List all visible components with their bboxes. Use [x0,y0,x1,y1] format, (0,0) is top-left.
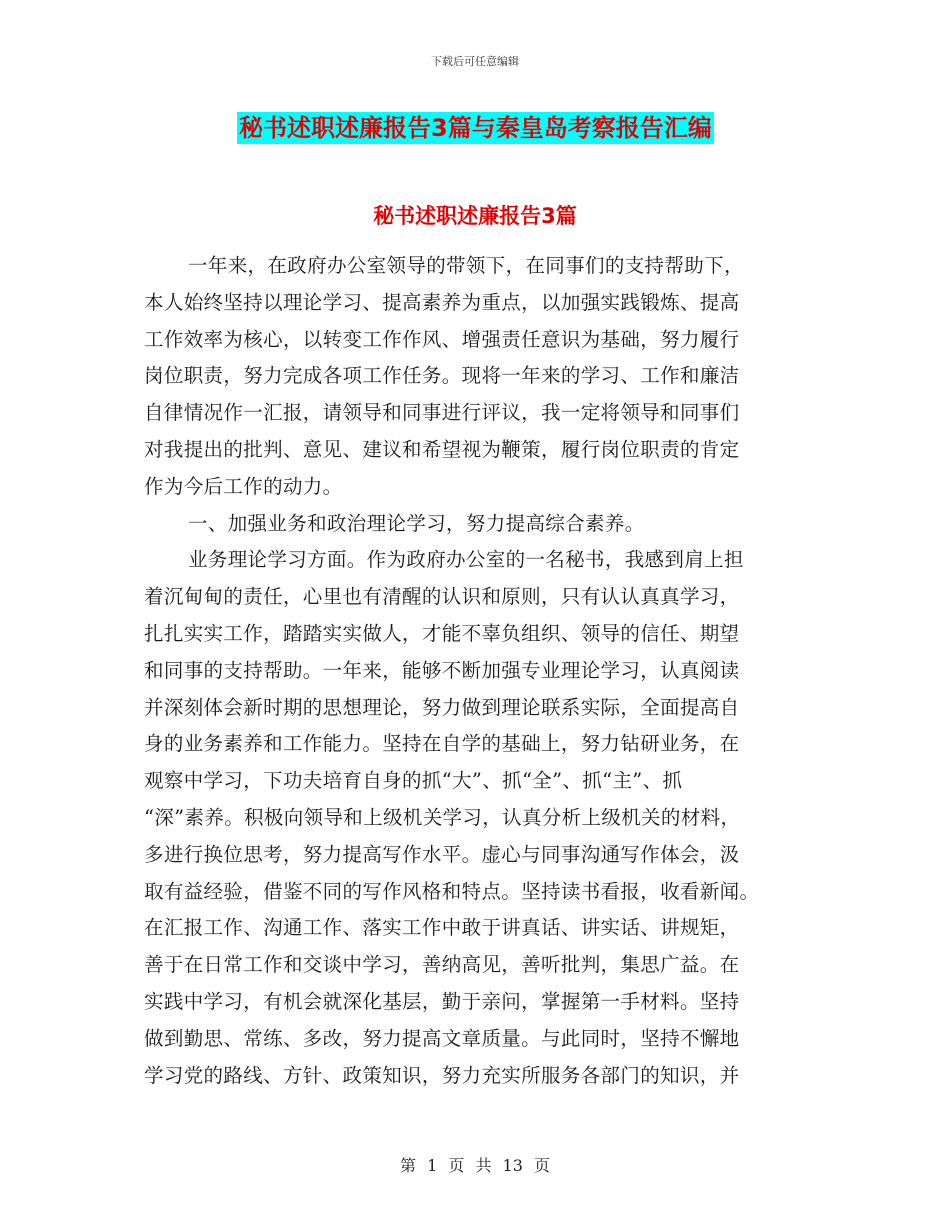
paragraph-line: 扎扎实实工作，踏踏实实做人，才能不辜负组织、领导的信任、期望 [144,621,740,645]
paragraph-line: 作为今后工作的动力。 [144,474,343,498]
paragraph-line: 并深刻体会新时期的思想理论，努力做到理论联系实际，全面提高自 [144,695,740,719]
paragraph-line: 对我提出的批判、意见、建议和希望视为鞭策，履行岗位职责的肯定 [144,437,740,461]
paragraph-line: 业务理论学习方面。作为政府办公室的一名秘书，我感到肩上担 [188,548,744,572]
paragraph-line: 多进行换位思考，努力提高写作水平。虚心与同事沟通写作体会，汲 [144,842,740,866]
paragraph-line: 做到勤思、常练、多改，努力提高文章质量。与此同时，坚持不懈地 [144,1026,740,1050]
paragraph-line: 自律情况作一汇报，请领导和同事进行评议，我一定将领导和同事们 [144,401,740,425]
paragraph-line: 一年来，在政府办公室领导的带领下，在同事们的支持帮助下， [188,254,744,277]
paragraph-line: 善于在日常工作和交谈中学习，善纳高见，善听批判，集思广益。在 [144,953,740,977]
page-footer: 第 1 页 共 13 页 [400,1156,550,1175]
paragraph-line: 工作效率为核心，以转变工作作风、增强责任意识为基础，努力履行 [144,327,740,351]
paragraph-line: 身的业务素养和工作能力。坚持在自学的基础上，努力钻研业务，在 [144,732,740,756]
paragraph-line: 本人始终坚持以理论学习、提高素养为重点，以加强实践锻炼、提高 [144,290,740,314]
paragraph-line: 观察中学习，下功夫培育自身的抓“大”、抓“全”、抓“主”、抓 [144,769,683,793]
body-text [144,248,814,1094]
paragraph-line: 在汇报工作、沟通工作、落实工作中敢于讲真话、讲实话、讲规矩， [144,916,740,940]
main-title: 秘书述职述廉报告3篇与秦皇岛考察报告汇编 [239,114,712,142]
paragraph-line: “深”素养。积极向领导和上级机关学习，认真分析上级机关的材料， [144,805,741,829]
section-title: 秘书述职述廉报告3篇 [373,204,577,228]
paragraph-line: 实践中学习，有机会就深化基层，勤于亲问，掌握第一手材料。坚持 [144,989,740,1013]
paragraph-line: 取有益经验，借鉴不同的写作风格和特点。坚持读书看报，收看新闻。 [144,879,760,903]
paragraph-line: 岗位职责，努力完成各项工作任务。现将一年来的学习、工作和廉洁 [144,364,740,388]
header-note: 下载后可任意编辑 [431,55,519,68]
paragraph-line: 学习党的路线、方针、政策知识，努力充实所服务各部门的知识，并 [144,1063,740,1087]
main-title-wrap [237,112,714,144]
paragraph-line: 一、加强业务和政治理论学习，努力提高综合素养。 [188,511,645,535]
paragraph-line: 着沉甸甸的责任，心里也有清醒的认识和原则，只有认认真真学习， [144,585,740,609]
paragraph-line: 和同事的支持帮助。一年来，能够不断加强专业理论学习，认真阅读 [144,658,740,682]
